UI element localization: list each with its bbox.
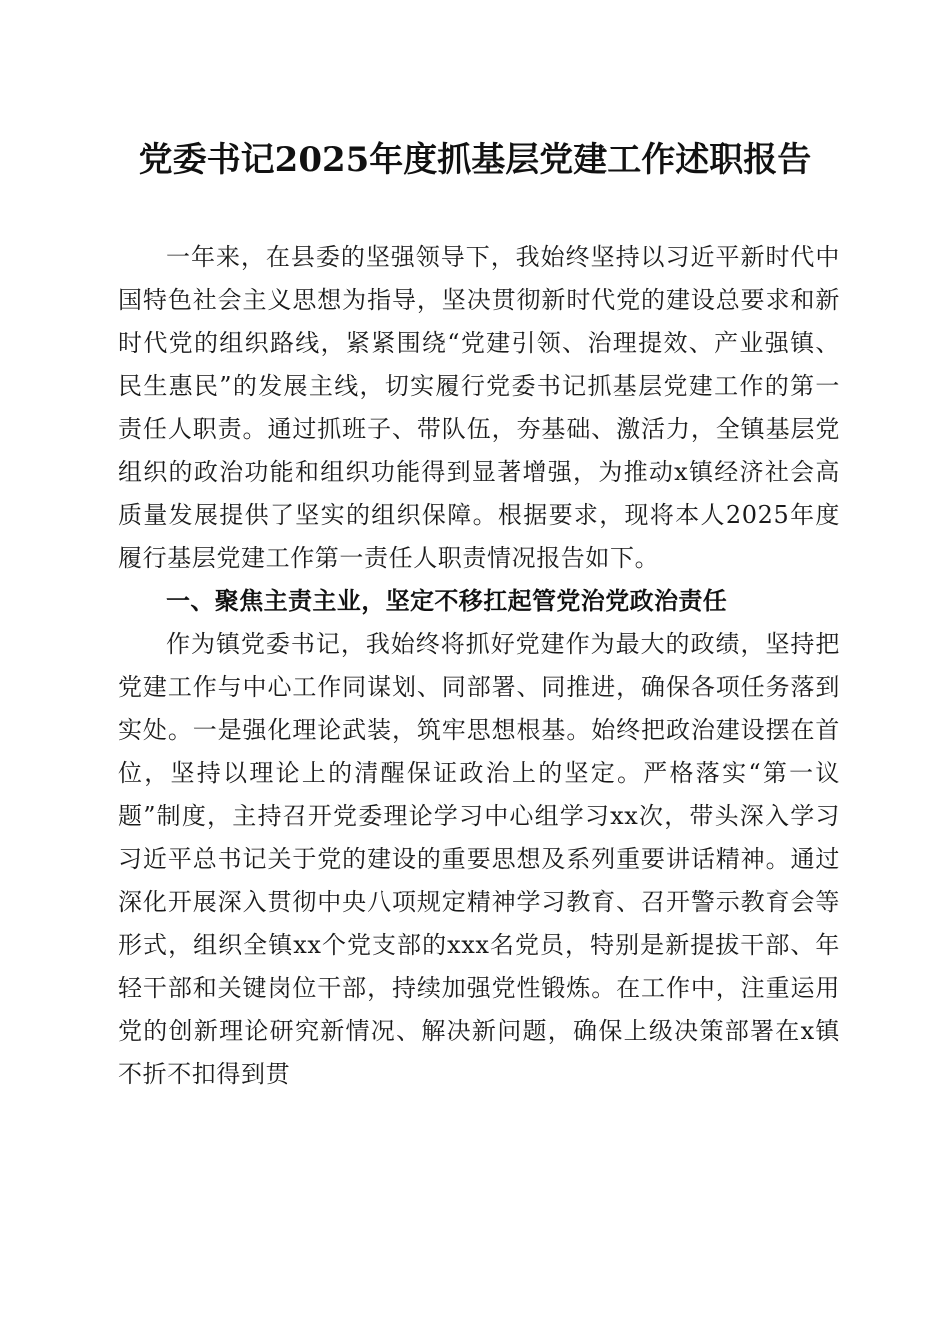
- section-heading: 一、聚焦主责主业，坚定不移扛起管党治党政治责任: [166, 587, 728, 615]
- intro-paragraph: 一年来，在县委的坚强领导下，我始终坚持以习近平新时代中国特色社会主义思想为指导，坚决贯彻新时代党的建设总要求和新时代党的组织路线，紧紧围绕“党建引领、治理提效、产业强镇、民生惠民”的发展主线，切实履行党委书记抓基层党建工作的第一责任人职责。通过抓班子、带队伍，夯基础、激活力，全镇基层党组织的政治功能和组织功能得到显著增强，为推动x镇经济社会高质量发展提供了坚实的组织保障。根据要求，现将本人2025年度履行基层党建工作第一责任人职责情况报告如下。: [118, 243, 840, 572]
- section-paragraph: 作为镇党委书记，我始终将抓好党建作为最大的政绩，坚持把党建工作与中心工作同谋划、同部署、同推进，确保各项任务落到实处。一是强化理论武装，筑牢思想根基。始终把政治建设摆在首位，坚持以理论上的清醒保证政治上的坚定。严格落实“第一议题”制度，主持召开党委理论学习中心组学习xx次，带头深入学习习近平总书记关于党的建设的重要思想及系列重要讲话精神。通过深化开展深入贯彻中央八项规定精神学习教育、召开警示教育会等形式，组织全镇xx个党支部的xxx名党员，特别是新提拔干部、年轻干部和关键岗位干部，持续加强党性锻炼。在工作中，注重运用党的创新理论研究新情况、解决新问题，确保上级决策部署在x镇不折不扣得到贯: [118, 630, 840, 1088]
- document-body: [118, 236, 840, 1096]
- document-title: 党委书记2025年度抓基层党建工作述职报告: [138, 140, 812, 180]
